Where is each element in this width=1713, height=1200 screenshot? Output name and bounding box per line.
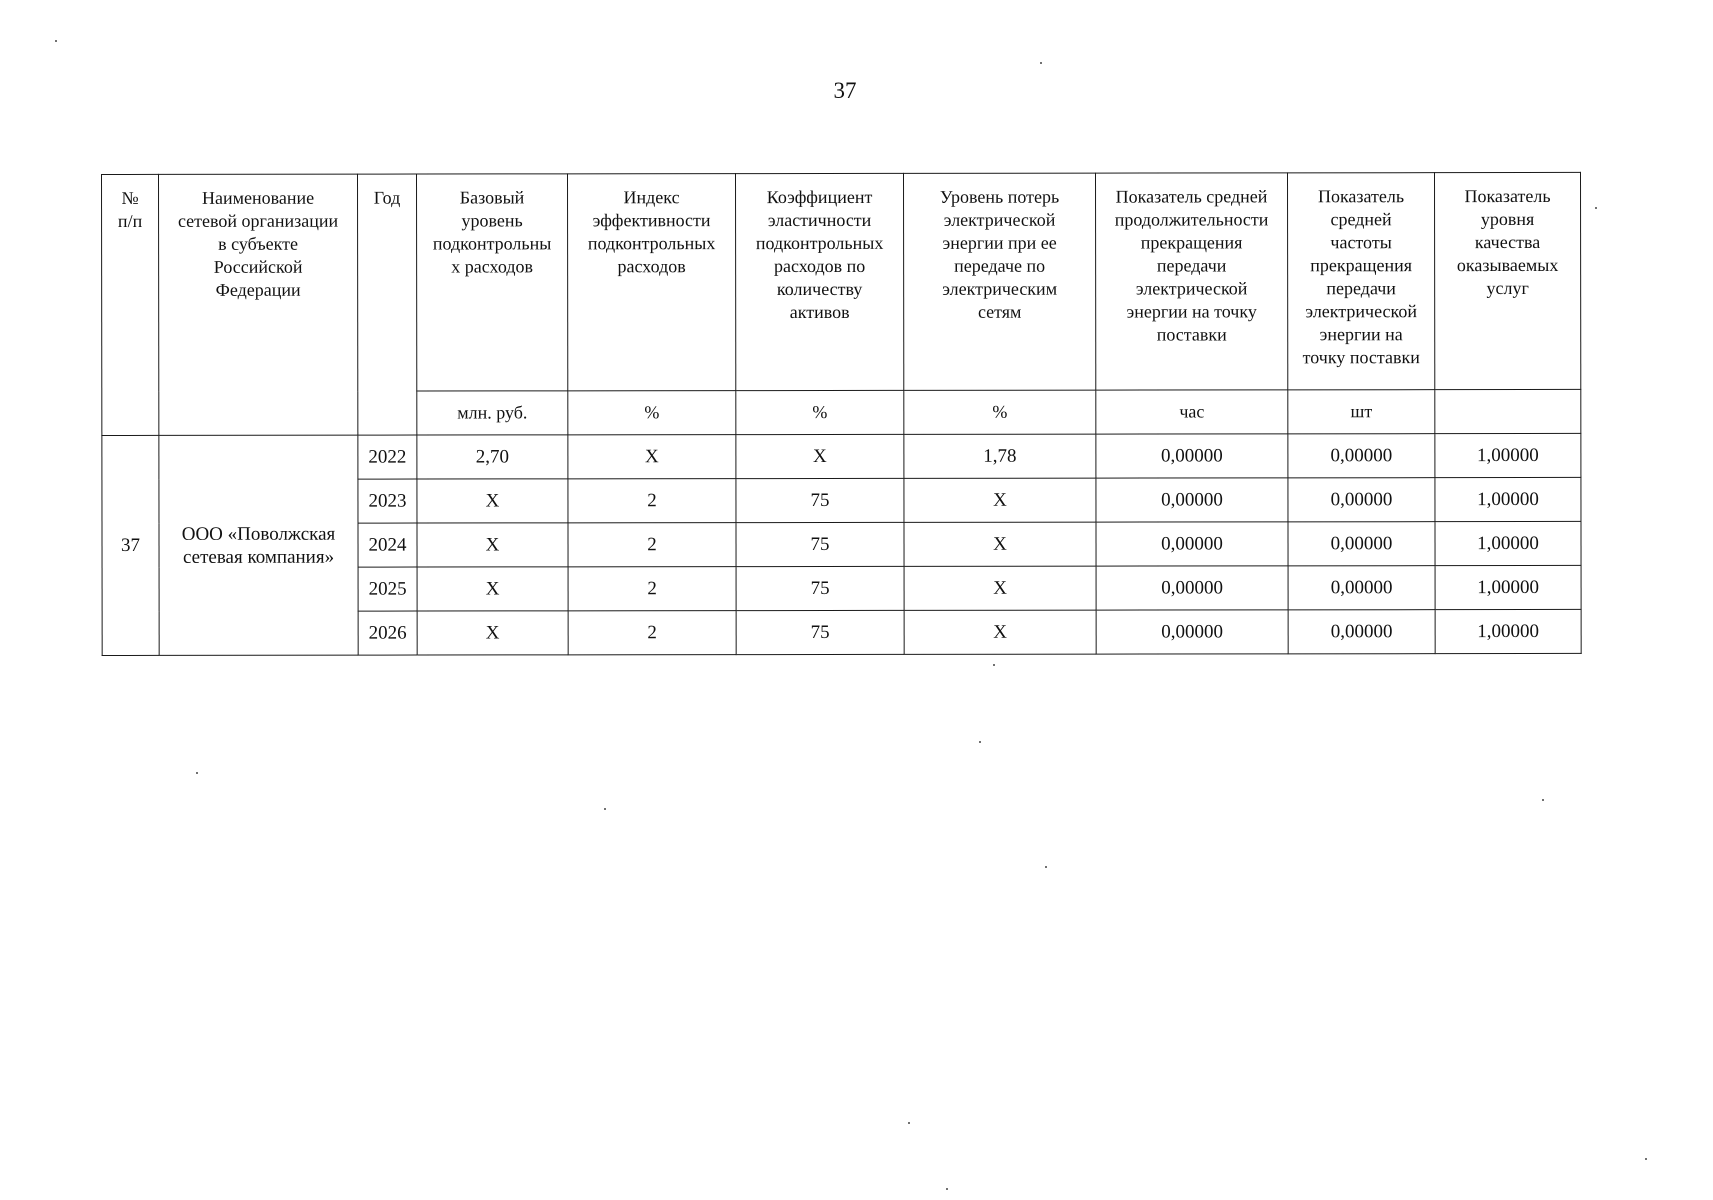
header-line: подконтрольны [432, 233, 552, 254]
table-cell: 2,70 [417, 435, 568, 479]
header-line: в субъекте [218, 233, 299, 254]
table-cell: 2026 [358, 611, 417, 655]
table-cell: 0,00000 [1288, 478, 1435, 522]
header-line: количеству [776, 278, 863, 300]
header-line: качества [1474, 231, 1541, 253]
scan-speck [196, 772, 198, 774]
header-line: сетям [977, 301, 1022, 322]
table-cell: 1,00000 [1435, 565, 1581, 609]
header-line: передаче по [954, 255, 1046, 276]
table-cell: X [417, 479, 568, 523]
scan-speck [1040, 62, 1042, 64]
table-cell: 0,00000 [1288, 522, 1435, 566]
header-cell [417, 174, 568, 391]
table-cell: 0,00000 [1096, 434, 1288, 478]
table-cell: X [904, 566, 1096, 610]
table-cell: 2 [568, 523, 736, 567]
table-cell: 2 [568, 567, 736, 611]
header-line: Показатель [1464, 185, 1551, 207]
header-line: оказываемых [1456, 254, 1559, 276]
header-line: средней [1330, 209, 1392, 230]
scan-speck [946, 1188, 948, 1190]
header-line: эластичности [767, 209, 872, 231]
table-cell: 1,00000 [1435, 433, 1581, 477]
header-cell [1434, 172, 1580, 389]
header-line: Уровень потерь [939, 186, 1060, 207]
table-cell: 1,78 [904, 434, 1096, 478]
header-line: Базовый [459, 187, 525, 208]
header-line: Российской [213, 256, 303, 277]
table-cell: 75 [736, 522, 904, 566]
table-cell: X [904, 610, 1096, 654]
header-line: Показатель [1317, 186, 1405, 207]
header-line: электрической [1135, 278, 1248, 299]
tariff-parameters-table [101, 172, 1582, 656]
header-row [102, 172, 1581, 391]
row-number-cell: 37 [102, 435, 159, 655]
header-line: подконтрольных [587, 233, 716, 254]
header-cell [568, 174, 736, 391]
header-line: Год [373, 187, 401, 208]
table-cell: X [736, 434, 904, 478]
header-line: энергии на точку [1126, 301, 1257, 322]
header-cell [903, 173, 1095, 390]
unit-cell [1435, 389, 1581, 433]
table-cell: X [417, 567, 568, 611]
header-line: расходов по [773, 255, 866, 277]
header-line: Наименование [201, 187, 315, 208]
table-cell: X [568, 435, 736, 479]
header-line: Коэффициент [766, 186, 873, 208]
scan-speck [1542, 799, 1544, 801]
header-line: эффективности [592, 210, 711, 231]
scan-speck [55, 40, 57, 42]
table-cell: X [417, 611, 568, 655]
header-line: электрическим [942, 278, 1058, 299]
header-line: активов [789, 301, 850, 323]
table-cell: 2025 [358, 567, 417, 611]
header-line: уровень [461, 210, 523, 231]
header-line: Показатель средней [1115, 186, 1268, 207]
table-cell: X [904, 522, 1096, 566]
table-cell: 75 [736, 566, 904, 610]
header-line: уровня [1480, 208, 1535, 230]
header-cell [1095, 173, 1287, 390]
unit-cell: % [904, 390, 1096, 434]
header-line: продолжительности [1114, 209, 1269, 230]
table-cell: 2 [568, 611, 736, 655]
header-line: услуг [1486, 278, 1529, 299]
header-cell [1287, 173, 1434, 390]
table-cell: 0,00000 [1288, 610, 1435, 654]
table-cell: 1,00000 [1435, 609, 1581, 653]
unit-cell: млн. руб. [417, 391, 568, 435]
header-line: передачи [1156, 255, 1227, 276]
header-line: энергии на [1319, 324, 1403, 345]
header-cell [159, 174, 358, 435]
organization-name-line: сетевая компания» [182, 546, 335, 568]
header-line: поставки [1156, 324, 1227, 345]
header-cell [358, 174, 417, 435]
page-number: 37 [833, 78, 857, 103]
unit-cell: час [1096, 390, 1288, 434]
header-line: точку поставки [1302, 347, 1420, 368]
scan-speck [979, 741, 981, 743]
table-cell: 0,00000 [1096, 522, 1288, 566]
header-line: энергии при ее [942, 232, 1057, 253]
table-cell: 1,00000 [1435, 477, 1581, 521]
unit-cell: шт [1288, 390, 1435, 434]
header-line: прекращения [1140, 232, 1243, 253]
scan-speck [604, 808, 606, 810]
header-line: электрической [943, 209, 1056, 230]
header-line: сетевой организации [177, 210, 339, 231]
scan-speck [908, 1122, 910, 1124]
header-line: передачи [1326, 278, 1396, 299]
table-cell: 0,00000 [1096, 610, 1288, 654]
unit-cell: % [736, 390, 904, 434]
header-line: Индекс [623, 187, 680, 208]
header-line: п/п [117, 210, 143, 231]
scan-speck [1595, 207, 1597, 209]
unit-cell: % [568, 391, 736, 435]
organization-name-cell [159, 435, 358, 655]
table-cell: X [417, 523, 568, 567]
header-line: расходов [617, 256, 686, 277]
table-cell: 1,00000 [1435, 521, 1581, 565]
scan-speck [993, 664, 995, 666]
organization-name-line: ООО «Поволжская [181, 523, 336, 545]
table-cell: 0,00000 [1288, 566, 1435, 610]
table-row [102, 433, 1581, 479]
table-cell: 0,00000 [1096, 566, 1288, 610]
scan-speck [1045, 866, 1047, 868]
header-line: подконтрольных [755, 232, 884, 254]
header-line: прекращения [1310, 255, 1413, 276]
table-cell: 75 [736, 478, 904, 522]
header-line: электрической [1305, 301, 1417, 322]
table-cell: 2022 [358, 435, 417, 479]
header-cell [102, 174, 159, 435]
header-line: частоты [1330, 232, 1392, 253]
table-cell: 0,00000 [1096, 478, 1288, 522]
table-cell: 2 [568, 479, 736, 523]
header-line: Федерации [215, 279, 301, 300]
header-cell [736, 173, 904, 390]
table-cell: 2023 [358, 479, 417, 523]
table-cell: X [904, 478, 1096, 522]
table-cell: 2024 [358, 523, 417, 567]
table-cell: 0,00000 [1288, 434, 1435, 478]
header-line: х расходов [451, 256, 533, 277]
scan-speck [1645, 1158, 1647, 1160]
header-line: № [121, 187, 139, 208]
table-cell: 75 [736, 610, 904, 654]
